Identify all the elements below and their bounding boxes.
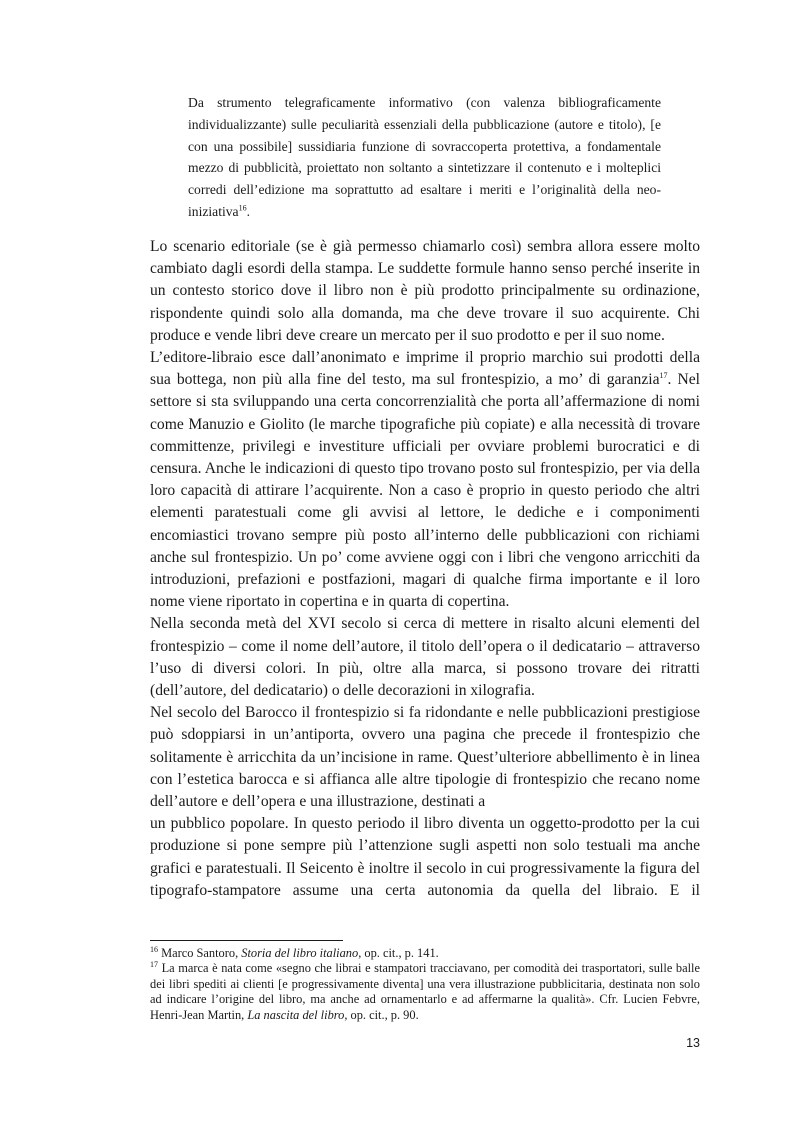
footnote-ref-16: 16 — [238, 203, 247, 213]
paragraph-4-part-b: un pubblico popolare. In questo periodo il libro diventa un oggetto-prodotto per la cui produzione si pone sempre più l’attenzione sugli aspetti non solo testuali ma anche grafici e paratestuali. Il Seicento è inoltre il secolo in cui progressivamente la figura del tipografo-stampatore assume una certa autonomia da quella del libraio. E il — [150, 815, 700, 899]
block-quote: Da strumento telegraficamente informativo (con valenza bibliograficamente individualizzante) sulle peculiarità essenziali della pubblicazione (autore e titolo), [e con una possibile] sussidiaria funzione di sovraccoperta protettiva, a fondamentale mezzo di pubblicità, proiettato non soltanto a sintetizzare il contenuto e i molteplici corredi dell’edizione ma soprattutto ad esaltare i meriti e l’originalità della neo-iniziativa$^{16}$. — [188, 95, 661, 219]
footnote-16 — [150, 946, 700, 961]
page-number: 13 — [686, 1036, 700, 1050]
paragraph-4-part-a: Nel secolo del Barocco il frontespizio si fa ridondante e nelle pubblicazioni prestigiose può sdoppiarsi in un’antiporta, ovvero una pagina che precede il frontespizio che solitamente è arricchita da un’incisione in rame. Quest’ulteriore abbellimento è in linea con l’estetica barocca e si affianca alle altre tipologie di frontespizio che recano nome dell’autore e dell’opera e una illustrazione, destinati a — [150, 704, 700, 811]
footnote-16-text-b: , op. cit., p. 141. — [358, 946, 439, 960]
footnote-17-number: 17 — [150, 960, 158, 970]
footnote-16-number: 16 — [150, 944, 158, 954]
footnote-17 — [150, 961, 700, 1023]
footnote-17-text-a: La marca è nata come «segno che librai e stampatori tracciavano, per comodità dei trasportatori, sulle balle dei libri spediti ai clienti [e progressivamente diventa] una vera illustrazione pubblicitaria, destinata non solo ad indicare l’origine del libro, ma anche ad ornamentarlo e ad affermarne la qualità». Cfr. Lucien Febvre, Henri-Jean Martin, — [150, 961, 700, 1022]
footnotes — [150, 946, 700, 1023]
paragraph-2-part-a: L’editore-libraio esce dall’anonimato e imprime il proprio marchio sui prodotti della sua bottega, non più alla fine del testo, ma sul frontespizio, a mo’ di garanzia — [150, 349, 700, 389]
footnote-17-text-b: , op. cit., p. 90. — [344, 1007, 419, 1022]
body-text — [150, 236, 700, 902]
footnote-separator — [150, 940, 343, 941]
footnote-16-title: Storia del libro italiano — [241, 946, 359, 960]
paragraph-3: Nella seconda metà del XVI secolo si cerca di mettere in risalto alcuni elementi del frontespizio – come il nome dell’autore, il titolo dell’opera o il dedicatario – attraverso l’uso di diversi colori. In più, oltre alla marca, si possono trovare dei ritratti (dell’autore, del dedicatario) o delle decorazioni in xilografia. — [150, 615, 700, 700]
footnote-16-text-a: Marco Santoro, — [158, 946, 242, 960]
paragraph-2-part-b: . Nel settore si sta sviluppando una certa concorrenzialità che porta all’affermazione di nomi come Manuzio e Giolito (le marche tipografiche più copiate) e alla necessità di trovare committenze, privilegi e investiture ufficiali per ovviare problemi burocratici e di censura. Anche le indicazioni di questo tipo trovano posto sul frontespizio, per via della loro capacità di attirare l’acquirente. Non a caso è proprio in questo periodo che altri elementi paratestuali come gli avvisi al lettore, le dediche e i componimenti encomiastici trovano sempre più posto all’interno delle pubblicazioni con richiami anche sul frontespizio. Un po’ come avviene oggi con i libri che vengono arricchiti da introduzioni, prefazioni e postfazioni, magari di qualche firma importante e il loro nome viene riportato in copertina e in quarta di copertina. — [150, 371, 701, 611]
paragraph-2 — [150, 347, 700, 613]
paragraph-1: Lo scenario editoriale (se è già permesso chiamarlo così) sembra allora essere molto cambiato dagli esordi della stampa. Le suddette formule hanno senso perché inserite in un contesto storico dove il libro non è più prodotto principalmente su ordinazione, rispondente quindi solo alla domanda, ma che deve trovare il suo acquirente. Chi produce e vende libri deve creare un mercato per il suo prodotto e per il suo nome. — [150, 238, 700, 344]
footnote-17-title: La nascita del libro — [247, 1007, 345, 1022]
quote-text: Da strumento telegraficamente informativo (con valenza bibliograficamente individualizzante) sulle peculiarità essenziali della pubblicazione (autore e titolo), [e con una possibile] sussidiaria funzione di sovraccoperta protettiva, a fondamentale mezzo di pubblicità, proiettato non soltanto a sintetizzare il contenuto e i molteplici corredi dell’edizione ma soprattutto ad esaltare i meriti e l’originalità della neo-iniziativa — [188, 95, 661, 219]
footnote-ref-17: 17 — [659, 371, 668, 381]
